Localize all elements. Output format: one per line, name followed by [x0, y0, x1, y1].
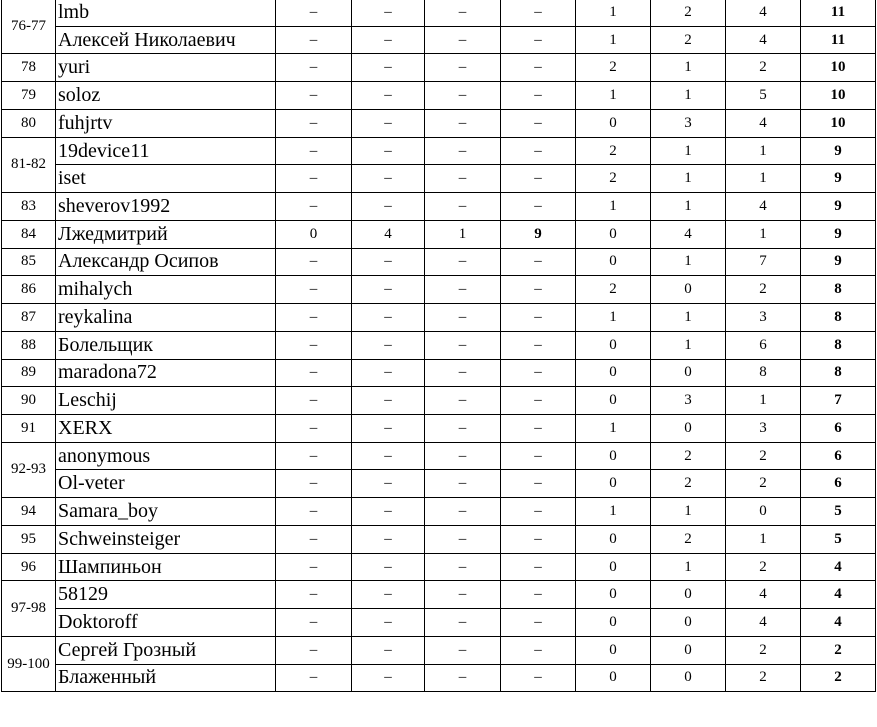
table-row: [2, 359, 876, 387]
total-points-cell: 6: [801, 470, 876, 498]
score-cell: –: [425, 359, 501, 387]
standings-body: [2, 0, 876, 692]
score-cell: 2: [651, 470, 726, 498]
participant-name-cell: Сергей Грозный: [56, 636, 276, 664]
score-cell: –: [501, 636, 576, 664]
score-cell: 2: [726, 664, 801, 692]
score-cell: –: [425, 553, 501, 581]
score-cell: –: [501, 165, 576, 193]
score-cell: –: [501, 304, 576, 332]
participant-name-cell: Schweinsteiger: [56, 525, 276, 553]
score-cell: 1: [726, 387, 801, 415]
total-points-cell: 10: [801, 54, 876, 82]
score-cell: –: [425, 0, 501, 26]
total-points-cell: 2: [801, 664, 876, 692]
score-cell: –: [501, 276, 576, 304]
participant-name-cell: Ol-veter: [56, 470, 276, 498]
total-points-cell: 8: [801, 331, 876, 359]
score-cell: 3: [726, 304, 801, 332]
score-cell: 1: [651, 82, 726, 110]
score-cell: 5: [726, 82, 801, 110]
score-cell: –: [352, 442, 425, 470]
score-cell: 1: [576, 0, 651, 26]
score-cell: 0: [576, 581, 651, 609]
score-cell: –: [501, 82, 576, 110]
score-cell: 4: [726, 193, 801, 221]
score-cell: –: [352, 82, 425, 110]
score-cell: –: [276, 331, 352, 359]
score-cell: –: [352, 664, 425, 692]
score-cell: –: [501, 359, 576, 387]
score-cell: –: [425, 82, 501, 110]
place-cell: 83: [2, 193, 56, 221]
participant-name-cell: fuhjrtv: [56, 109, 276, 137]
score-cell: 1: [576, 415, 651, 443]
score-cell: 0: [276, 220, 352, 248]
score-cell: 1: [576, 82, 651, 110]
score-cell: –: [352, 165, 425, 193]
score-cell: 2: [576, 165, 651, 193]
table-row: [2, 498, 876, 526]
score-cell: –: [276, 82, 352, 110]
participant-name-cell: sheverov1992: [56, 193, 276, 221]
score-cell: –: [501, 387, 576, 415]
score-cell: –: [501, 193, 576, 221]
score-cell: –: [352, 137, 425, 165]
table-row: [2, 109, 876, 137]
total-points-cell: 4: [801, 581, 876, 609]
score-cell: –: [501, 331, 576, 359]
score-cell: 0: [651, 636, 726, 664]
total-points-cell: 9: [801, 137, 876, 165]
score-cell: 2: [651, 442, 726, 470]
score-cell: –: [425, 54, 501, 82]
participant-name-cell: Александр Осипов: [56, 248, 276, 276]
score-cell: –: [352, 0, 425, 26]
table-row: [2, 82, 876, 110]
score-cell: 1: [425, 220, 501, 248]
place-cell: 89: [2, 359, 56, 387]
participant-name-cell: 58129: [56, 581, 276, 609]
score-cell: 0: [576, 248, 651, 276]
score-cell: 4: [651, 220, 726, 248]
score-cell: –: [501, 498, 576, 526]
table-row: [2, 581, 876, 609]
participant-name-cell: Samara_boy: [56, 498, 276, 526]
score-cell: 0: [576, 220, 651, 248]
total-points-cell: 6: [801, 415, 876, 443]
score-cell: –: [352, 525, 425, 553]
table-row: [2, 248, 876, 276]
score-cell: –: [501, 664, 576, 692]
score-cell: 0: [576, 553, 651, 581]
standings-table: [1, 0, 876, 692]
score-cell: 1: [576, 193, 651, 221]
score-cell: –: [352, 636, 425, 664]
score-cell: –: [425, 664, 501, 692]
score-cell: 2: [651, 525, 726, 553]
table-row: [2, 636, 876, 664]
score-cell: –: [352, 359, 425, 387]
score-cell: –: [352, 304, 425, 332]
score-cell: –: [425, 415, 501, 443]
score-cell: 2: [651, 26, 726, 54]
score-cell: –: [352, 54, 425, 82]
table-row: [2, 220, 876, 248]
score-cell: –: [352, 553, 425, 581]
place-cell: 88: [2, 331, 56, 359]
score-cell: 1: [576, 498, 651, 526]
score-cell: –: [501, 553, 576, 581]
score-cell: –: [352, 415, 425, 443]
score-cell: 9: [501, 220, 576, 248]
score-cell: 1: [726, 137, 801, 165]
place-cell: 81-82: [2, 137, 56, 192]
participant-name-cell: anonymous: [56, 442, 276, 470]
score-cell: –: [276, 609, 352, 637]
score-cell: 1: [651, 54, 726, 82]
participant-name-cell: reykalina: [56, 304, 276, 332]
score-cell: 0: [576, 525, 651, 553]
table-row: [2, 0, 876, 26]
participant-name-cell: Leschij: [56, 387, 276, 415]
score-cell: –: [501, 54, 576, 82]
place-cell: 95: [2, 525, 56, 553]
score-cell: 0: [651, 664, 726, 692]
score-cell: –: [425, 137, 501, 165]
table-row: [2, 664, 876, 692]
place-cell: 87: [2, 304, 56, 332]
score-cell: 1: [576, 26, 651, 54]
place-cell: 97-98: [2, 581, 56, 636]
total-points-cell: 8: [801, 359, 876, 387]
table-row: [2, 525, 876, 553]
score-cell: 3: [726, 415, 801, 443]
total-points-cell: 8: [801, 276, 876, 304]
score-cell: 2: [726, 54, 801, 82]
score-cell: 2: [576, 276, 651, 304]
score-cell: –: [425, 26, 501, 54]
total-points-cell: 8: [801, 304, 876, 332]
score-cell: –: [501, 442, 576, 470]
score-cell: 4: [726, 581, 801, 609]
score-cell: 8: [726, 359, 801, 387]
table-row: [2, 165, 876, 193]
score-cell: –: [276, 54, 352, 82]
score-cell: –: [425, 470, 501, 498]
score-cell: –: [276, 304, 352, 332]
table-row: [2, 137, 876, 165]
score-cell: 2: [726, 636, 801, 664]
score-cell: –: [425, 331, 501, 359]
score-cell: 0: [576, 442, 651, 470]
score-cell: 1: [651, 331, 726, 359]
score-cell: –: [352, 470, 425, 498]
score-cell: 2: [576, 54, 651, 82]
table-row: [2, 470, 876, 498]
score-cell: –: [276, 553, 352, 581]
score-cell: –: [501, 0, 576, 26]
score-cell: 4: [726, 0, 801, 26]
table-row: [2, 415, 876, 443]
score-cell: –: [501, 137, 576, 165]
total-points-cell: 2: [801, 636, 876, 664]
participant-name-cell: Шампиньон: [56, 553, 276, 581]
place-cell: 99-100: [2, 636, 56, 691]
score-cell: –: [425, 248, 501, 276]
score-cell: –: [352, 331, 425, 359]
score-cell: –: [352, 581, 425, 609]
participant-name-cell: Лжедмитрий: [56, 220, 276, 248]
score-cell: 0: [576, 609, 651, 637]
table-row: [2, 553, 876, 581]
score-cell: 1: [651, 553, 726, 581]
table-row: [2, 387, 876, 415]
place-cell: 85: [2, 248, 56, 276]
total-points-cell: 5: [801, 498, 876, 526]
score-cell: –: [276, 664, 352, 692]
score-cell: 4: [726, 109, 801, 137]
place-cell: 91: [2, 415, 56, 443]
participant-name-cell: 19device11: [56, 137, 276, 165]
table-row: [2, 609, 876, 637]
score-cell: 0: [576, 359, 651, 387]
score-cell: –: [425, 304, 501, 332]
score-cell: –: [352, 248, 425, 276]
participant-name-cell: XERX: [56, 415, 276, 443]
score-cell: –: [425, 525, 501, 553]
score-cell: 1: [651, 165, 726, 193]
score-cell: 0: [576, 470, 651, 498]
score-cell: 1: [726, 525, 801, 553]
score-cell: 0: [651, 276, 726, 304]
score-cell: –: [276, 0, 352, 26]
score-cell: –: [501, 470, 576, 498]
score-cell: –: [276, 359, 352, 387]
score-cell: –: [352, 109, 425, 137]
score-cell: –: [501, 609, 576, 637]
score-cell: –: [276, 26, 352, 54]
score-cell: –: [352, 276, 425, 304]
score-cell: 0: [651, 415, 726, 443]
score-cell: –: [276, 415, 352, 443]
score-cell: –: [276, 387, 352, 415]
score-cell: 2: [726, 470, 801, 498]
score-cell: 6: [726, 331, 801, 359]
total-points-cell: 11: [801, 26, 876, 54]
score-cell: 3: [651, 387, 726, 415]
score-cell: –: [276, 137, 352, 165]
score-cell: –: [276, 581, 352, 609]
score-cell: –: [501, 581, 576, 609]
score-cell: 0: [576, 664, 651, 692]
score-cell: –: [352, 609, 425, 637]
total-points-cell: 5: [801, 525, 876, 553]
participant-name-cell: soloz: [56, 82, 276, 110]
score-cell: 2: [651, 0, 726, 26]
table-row: [2, 331, 876, 359]
participant-name-cell: Блаженный: [56, 664, 276, 692]
participant-name-cell: yuri: [56, 54, 276, 82]
score-cell: –: [425, 193, 501, 221]
score-cell: –: [425, 498, 501, 526]
score-cell: –: [425, 165, 501, 193]
table-row: [2, 26, 876, 54]
score-cell: –: [501, 415, 576, 443]
score-cell: 4: [726, 609, 801, 637]
score-cell: 1: [726, 220, 801, 248]
total-points-cell: 9: [801, 220, 876, 248]
total-points-cell: 4: [801, 609, 876, 637]
table-row: [2, 276, 876, 304]
total-points-cell: 6: [801, 442, 876, 470]
score-cell: 1: [651, 304, 726, 332]
score-cell: –: [352, 193, 425, 221]
participant-name-cell: Алексей Николаевич: [56, 26, 276, 54]
score-cell: 0: [651, 581, 726, 609]
score-cell: –: [276, 193, 352, 221]
score-cell: 2: [576, 137, 651, 165]
score-cell: 2: [726, 442, 801, 470]
score-cell: 2: [726, 553, 801, 581]
score-cell: –: [352, 26, 425, 54]
score-cell: –: [425, 636, 501, 664]
participant-name-cell: mihalych: [56, 276, 276, 304]
total-points-cell: 7: [801, 387, 876, 415]
score-cell: 7: [726, 248, 801, 276]
score-cell: 2: [726, 276, 801, 304]
place-cell: 92-93: [2, 442, 56, 497]
place-cell: 84: [2, 220, 56, 248]
score-cell: –: [501, 525, 576, 553]
table-row: [2, 193, 876, 221]
place-cell: 94: [2, 498, 56, 526]
score-cell: 0: [576, 387, 651, 415]
participant-name-cell: maradona72: [56, 359, 276, 387]
score-cell: 1: [726, 165, 801, 193]
score-cell: –: [276, 470, 352, 498]
total-points-cell: 4: [801, 553, 876, 581]
total-points-cell: 9: [801, 193, 876, 221]
score-cell: 1: [651, 193, 726, 221]
table-row: [2, 54, 876, 82]
participant-name-cell: iset: [56, 165, 276, 193]
score-cell: –: [276, 525, 352, 553]
score-cell: 3: [651, 109, 726, 137]
score-cell: –: [425, 609, 501, 637]
score-cell: –: [501, 26, 576, 54]
score-cell: 1: [651, 137, 726, 165]
score-cell: –: [276, 276, 352, 304]
score-cell: –: [276, 165, 352, 193]
total-points-cell: 10: [801, 82, 876, 110]
place-cell: 78: [2, 54, 56, 82]
participant-name-cell: Болельщик: [56, 331, 276, 359]
table-row: [2, 442, 876, 470]
total-points-cell: 9: [801, 165, 876, 193]
score-cell: 0: [726, 498, 801, 526]
score-cell: 1: [576, 304, 651, 332]
table-row: [2, 304, 876, 332]
total-points-cell: 11: [801, 0, 876, 26]
score-cell: 1: [651, 248, 726, 276]
score-cell: 0: [576, 109, 651, 137]
place-cell: 86: [2, 276, 56, 304]
score-cell: 0: [576, 331, 651, 359]
score-cell: 0: [576, 636, 651, 664]
total-points-cell: 9: [801, 248, 876, 276]
place-cell: 80: [2, 109, 56, 137]
score-cell: 4: [726, 26, 801, 54]
total-points-cell: 10: [801, 109, 876, 137]
score-cell: –: [501, 109, 576, 137]
participant-name-cell: lmb: [56, 0, 276, 26]
score-cell: –: [276, 498, 352, 526]
score-cell: –: [425, 442, 501, 470]
score-cell: 1: [651, 498, 726, 526]
score-cell: –: [425, 276, 501, 304]
score-cell: –: [276, 109, 352, 137]
place-cell: 76-77: [2, 0, 56, 54]
place-cell: 90: [2, 387, 56, 415]
place-cell: 96: [2, 553, 56, 581]
score-cell: –: [352, 387, 425, 415]
score-cell: 0: [651, 609, 726, 637]
score-cell: –: [425, 109, 501, 137]
score-cell: 4: [352, 220, 425, 248]
participant-name-cell: Doktoroff: [56, 609, 276, 637]
score-cell: –: [425, 387, 501, 415]
score-cell: –: [352, 498, 425, 526]
score-cell: –: [276, 442, 352, 470]
score-cell: –: [425, 581, 501, 609]
score-cell: –: [501, 248, 576, 276]
score-cell: 0: [651, 359, 726, 387]
score-cell: –: [276, 636, 352, 664]
score-cell: –: [276, 248, 352, 276]
place-cell: 79: [2, 82, 56, 110]
